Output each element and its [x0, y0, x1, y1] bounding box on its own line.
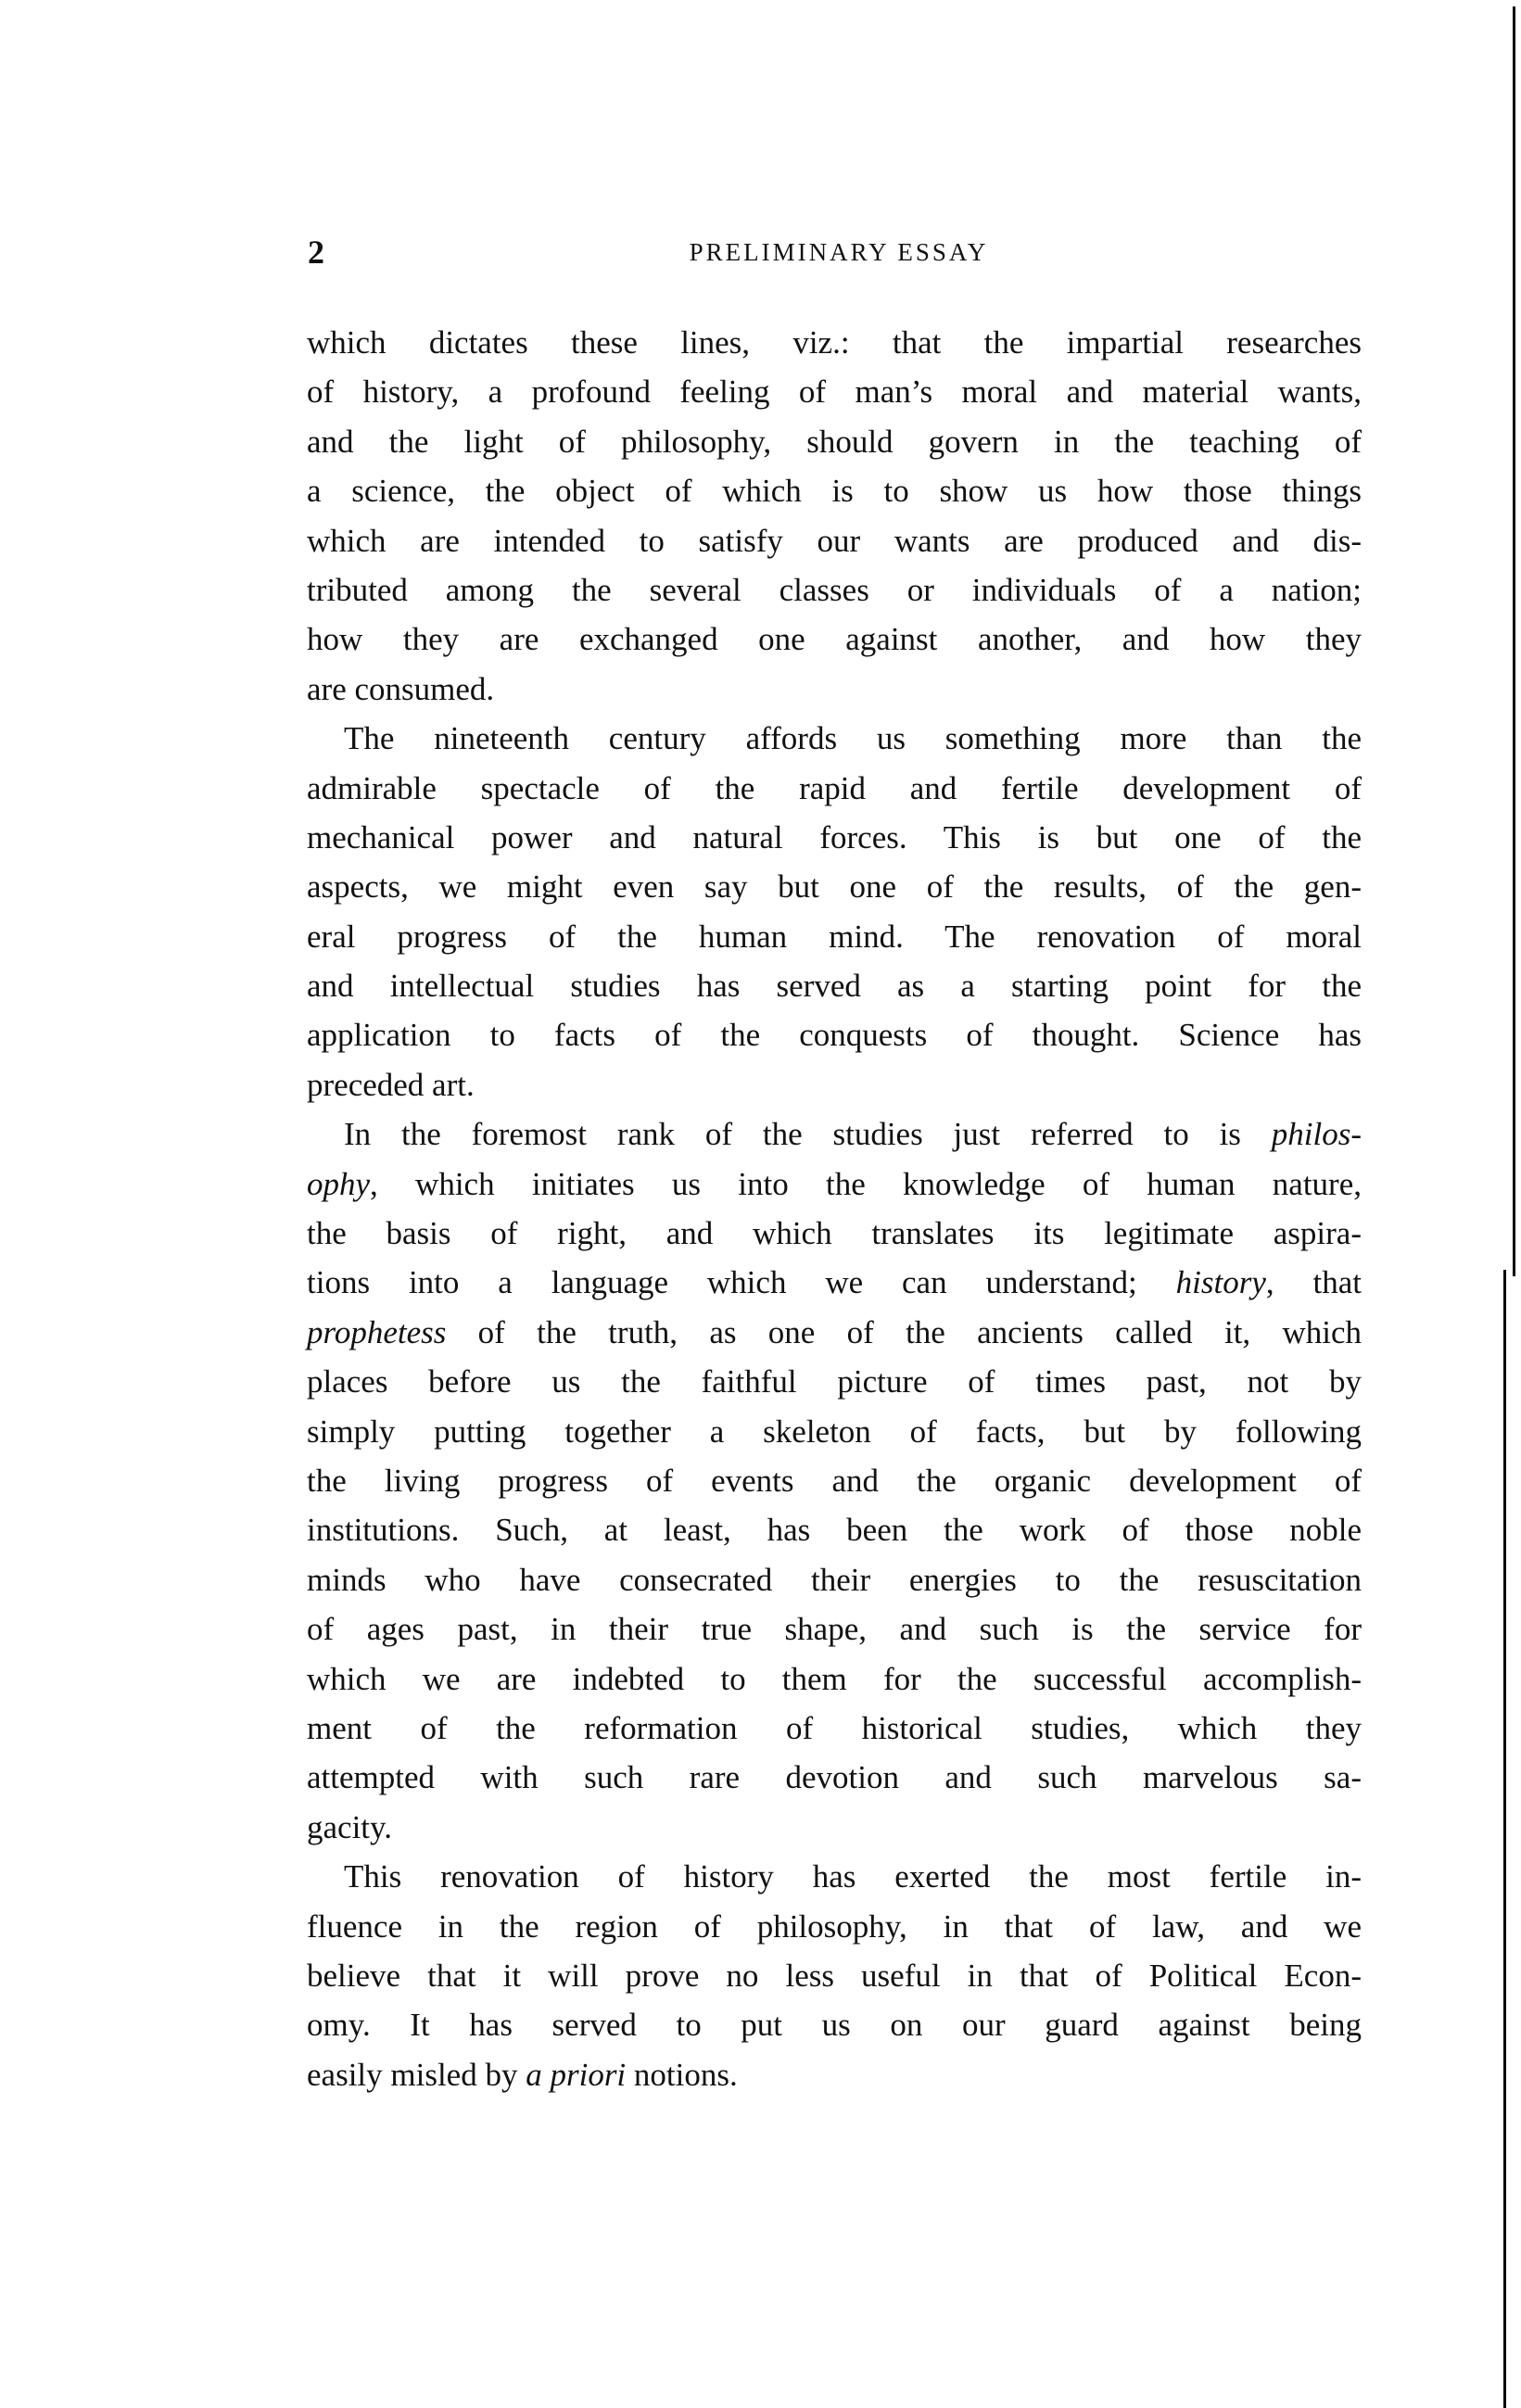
line-text: admirable spectacle of the rapid and fertile development of [307, 769, 1362, 806]
line-text: believe that it will prove no less useful in that of Political Econ- [307, 1957, 1362, 1994]
paragraph [307, 1852, 1362, 2099]
text-line: ophy, which initiates us into the knowledge of human nature, [307, 1165, 1362, 1202]
line-text: tributed among the several classes or individuals of a nation; [307, 571, 1362, 608]
page-edge-line [1503, 1270, 1506, 2408]
line-text: institutions. Such, at least, has been the work of those noble [307, 1512, 1362, 1549]
line-text: minds who have consecrated their energies to the resuscitation [307, 1561, 1362, 1598]
text-line [307, 912, 1362, 961]
paragraph [307, 1109, 1362, 1852]
line-text: and the light of philosophy, should govern in the teaching of [307, 423, 1362, 460]
text-line [307, 862, 1362, 911]
line-text: eral progress of the human mind. The renovation of moral [307, 918, 1362, 955]
line-text: and intellectual studies has served as a starting point for the [307, 968, 1362, 1005]
text-line [307, 1654, 1362, 1704]
line-text: places before us the faithful picture of times past, not by [307, 1363, 1362, 1400]
italic-word: a priori [526, 2056, 627, 2093]
line-text: gacity. [307, 1808, 392, 1845]
text-line [307, 1803, 1362, 1852]
text-line [307, 1555, 1362, 1604]
line-text: attempted with such rare devotion and such marvelous sa- [307, 1759, 1362, 1796]
italic-word: ophy [307, 1165, 371, 1202]
text-line [307, 318, 1362, 367]
line-text: which we are indebted to them for the successful accomplish- [307, 1660, 1362, 1697]
text-line [307, 813, 1362, 862]
line-text: fluence in the region of philosophy, in that of law, and we [307, 1907, 1362, 1945]
text-line [307, 615, 1362, 664]
italic-word: philos- [1271, 1116, 1362, 1153]
text-line [307, 1456, 1362, 1505]
text-line [307, 1505, 1362, 1554]
line-text: the basis of right, and which translates its legitimate aspira- [307, 1215, 1362, 1252]
body-text [307, 318, 1362, 2099]
running-head-title: PRELIMINARY ESSAY [689, 238, 989, 266]
paragraph [307, 318, 1362, 714]
text-line [307, 565, 1362, 615]
line-text: The nineteenth century affords us something more than the [344, 720, 1362, 757]
running-head [306, 234, 1363, 271]
line-text: mechanical power and natural forces. This is but one of the [307, 818, 1362, 855]
line-text: simply putting together a skeleton of facts, but by following [307, 1413, 1362, 1450]
text-line [307, 1951, 1362, 2000]
text-line [307, 516, 1362, 565]
line-text: preceded art. [307, 1066, 475, 1103]
line-text: which are intended to satisfy our wants are produced and dis- [307, 522, 1362, 559]
text-line [307, 1407, 1362, 1456]
line-text: of ages past, in their true shape, and such is the service for [307, 1611, 1362, 1648]
italic-word: prophetess [307, 1313, 447, 1350]
text-line [307, 1902, 1362, 1951]
page-number: 2 [308, 234, 324, 271]
text-line: easily misled by a priori notions. [307, 2056, 738, 2093]
text-line [307, 466, 1362, 515]
text-line [307, 665, 1362, 714]
text-line [307, 417, 1362, 466]
text-line [307, 1209, 1362, 1258]
text-line [307, 1010, 1362, 1059]
text-line [307, 1357, 1362, 1406]
line-text: which dictates these lines, viz.: that the impartial researches [307, 324, 1362, 361]
line-text: how they are exchanged one against another, and how they [307, 621, 1362, 658]
line-text: application to facts of the conquests of thought. Science has [307, 1017, 1362, 1054]
text-line [307, 1852, 1362, 1901]
text-line [307, 367, 1362, 416]
line-text: This renovation of history has exerted the most fertile in- [344, 1858, 1362, 1895]
text-line [307, 961, 1362, 1010]
text-line: tions into a language which we can understand; history, that [307, 1264, 1363, 1301]
line-text: aspects, we might even say but one of the results, of the gen- [307, 868, 1362, 906]
line-text: omy. It has served to put us on our guard against being [307, 2007, 1362, 2044]
text-line [307, 1604, 1362, 1654]
italic-word: history [1175, 1264, 1266, 1301]
text-line: prophetess of the truth, as one of the ancients called it, which [307, 1313, 1362, 1350]
text-line [307, 1704, 1362, 1753]
text-line [307, 714, 1362, 763]
text-line [307, 764, 1362, 813]
text-line: In the foremost rank of the studies just referred to is philos- [344, 1116, 1362, 1153]
paragraph [307, 714, 1362, 1109]
line-text: a science, the object of which is to show us how those things [307, 473, 1362, 510]
text-line [307, 1060, 1362, 1109]
line-text: of history, a profound feeling of man’s moral and material wants, [307, 374, 1362, 411]
line-text: are consumed. [307, 670, 495, 707]
text-line [307, 2000, 1362, 2049]
text-line [307, 1753, 1362, 1802]
line-text: ment of the reformation of historical studies, which they [307, 1709, 1362, 1746]
page-edge-line [1513, 6, 1515, 1276]
line-text: the living progress of events and the organic development of [307, 1462, 1362, 1499]
